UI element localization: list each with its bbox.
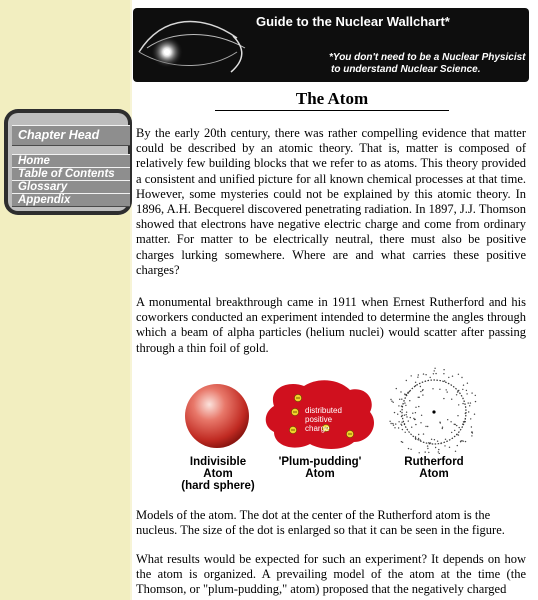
electron-speck <box>440 422 441 423</box>
page-title: The Atom <box>215 89 449 111</box>
electron-speck <box>475 401 476 402</box>
electron-speck <box>397 414 398 415</box>
electron-speck <box>456 394 457 395</box>
electron-speck <box>402 429 403 430</box>
electron-speck <box>420 422 421 423</box>
electron-speck <box>443 369 444 370</box>
electron-speck <box>406 416 407 417</box>
electron-speck <box>402 442 403 443</box>
electron-speck <box>459 427 460 428</box>
electron-speck <box>404 402 405 403</box>
electron-speck <box>418 406 419 407</box>
electron-speck <box>419 452 420 453</box>
electron-speck <box>471 431 472 432</box>
electron-speck <box>434 370 435 371</box>
electron-speck <box>435 373 436 374</box>
electron-speck <box>425 374 426 375</box>
electron-speck <box>454 424 455 425</box>
electron-speck <box>456 425 457 426</box>
electron-speck <box>471 392 472 393</box>
electron-speck <box>458 434 459 435</box>
electron-speck <box>462 389 463 390</box>
nucleus-dot <box>432 410 435 413</box>
banner-tagline-line2: to understand Nuclear Science. <box>331 64 481 75</box>
electron-speck <box>466 390 467 391</box>
electron-speck <box>393 425 394 426</box>
electron-speck <box>434 368 435 369</box>
electron-speck <box>447 391 448 392</box>
electron-speck <box>390 423 391 424</box>
electron-speck <box>443 373 444 374</box>
electron-speck <box>435 447 436 448</box>
electron-speck <box>405 405 406 406</box>
electron-speck <box>463 441 464 442</box>
electron-speck <box>432 388 433 389</box>
electron-speck <box>427 426 428 427</box>
electron-speck <box>458 404 459 405</box>
electron-speck <box>444 445 445 446</box>
electron-speck <box>470 402 471 403</box>
electron-speck <box>461 377 462 378</box>
electron-speck <box>418 438 419 439</box>
electron-speck <box>421 415 422 416</box>
electron-speck <box>448 377 449 378</box>
electron-speck <box>457 415 458 416</box>
electron-speck <box>452 376 453 377</box>
electron-speck <box>415 407 416 408</box>
caption-line: Atom <box>305 468 335 480</box>
electron-speck <box>415 412 416 413</box>
electron-speck <box>411 375 412 376</box>
electron-speck <box>468 411 469 412</box>
electron-speck <box>425 426 426 427</box>
electron-speck <box>393 402 394 403</box>
sidebar-item-label: Appendix <box>18 194 71 206</box>
electron-speck <box>425 451 426 452</box>
sidebar-chapter-head-label: Chapter Head <box>18 128 100 142</box>
electron-speck <box>392 423 393 424</box>
electron-speck <box>400 411 401 412</box>
electron-speck <box>438 451 439 452</box>
header-banner[interactable] <box>133 8 529 82</box>
caption-plum-pudding <box>268 456 372 480</box>
electron-speck <box>410 449 411 450</box>
electron-speck <box>396 388 397 389</box>
electron-speck <box>389 421 390 422</box>
divider <box>130 0 132 600</box>
electron-speck <box>401 425 402 426</box>
sidebar-item-label: Glossary <box>18 181 68 193</box>
electron-speck <box>442 428 443 429</box>
electron-speck <box>454 430 455 431</box>
rutherford-atom <box>389 368 476 454</box>
electron-speck <box>398 405 399 406</box>
electron-speck <box>470 418 471 419</box>
electron-speck <box>404 415 405 416</box>
electron-speck <box>450 421 451 422</box>
banner-tagline <box>329 52 525 76</box>
electron-speck <box>391 401 392 402</box>
electron-speck <box>420 391 421 392</box>
electron-speck <box>406 412 407 413</box>
electron-speck <box>415 424 416 425</box>
electron-speck <box>427 445 428 446</box>
electron-speck <box>462 403 463 404</box>
electron-speck <box>406 414 407 415</box>
caption-line: Atom <box>419 468 449 480</box>
sidebar-item-appendix[interactable] <box>12 193 130 207</box>
electron-speck <box>447 419 448 420</box>
sidebar-item-table-of-contents[interactable] <box>12 167 130 181</box>
electron-speck <box>475 395 476 396</box>
electron-speck <box>417 377 418 378</box>
electron-speck <box>449 447 450 448</box>
electron-speck <box>471 426 472 427</box>
electron-speck <box>420 386 421 387</box>
electron-speck <box>398 427 399 428</box>
electron-speck <box>471 435 472 436</box>
caption-line: 'Plum-pudding' <box>278 456 362 468</box>
caption-indivisible <box>170 456 266 492</box>
electron-speck <box>465 441 466 442</box>
electron-speck <box>427 448 428 449</box>
electron-speck <box>394 412 395 413</box>
sidebar-nav <box>4 109 132 215</box>
electron-speck <box>444 380 445 381</box>
hard-sphere-atom <box>185 384 249 448</box>
sidebar-item-home[interactable] <box>12 154 130 168</box>
electron-speck <box>442 427 443 428</box>
sidebar-item-glossary[interactable] <box>12 180 130 194</box>
electron-speck <box>438 449 439 450</box>
electron-speck <box>439 453 440 454</box>
caption-line: Rutherford <box>404 456 464 468</box>
electron-speck <box>411 427 412 428</box>
electron-speck <box>405 432 406 433</box>
electron-speck <box>434 439 435 440</box>
caption-line: Indivisible <box>189 456 247 468</box>
electron-speck <box>410 417 411 418</box>
electron-speck <box>423 433 424 434</box>
results-paragraph: What results would be expected for such an experiment? It depends on how the atom is organized. A prevailing model of the atom at the time (the Thomson, or "plum-pudding," atom) proposed that the negatively charged <box>136 552 526 597</box>
plum-label-3: charge <box>305 424 330 433</box>
electron-speck <box>451 399 452 400</box>
caption-line: Atom <box>203 468 233 480</box>
electron-speck <box>469 405 470 406</box>
electron-speck <box>399 399 400 400</box>
electron-speck <box>466 393 467 394</box>
rutherford-paragraph: A monumental breakthrough came in 1911 when Ernest Rutherford and his coworkers conducted an experiment intended to determine the angles through which a beam of alpha particles (helium nuclei) would scatter after passing through a thin foil of gold. <box>136 295 526 355</box>
electron-speck <box>412 413 413 414</box>
electron-speck <box>446 389 447 390</box>
electron-speck <box>423 373 424 374</box>
electron-speck <box>433 373 434 374</box>
electron-speck <box>455 451 456 452</box>
sidebar-chapter-head[interactable] <box>12 125 130 146</box>
electron-speck <box>401 422 402 423</box>
caption-line: (hard sphere) <box>181 480 255 492</box>
electron-speck <box>395 423 396 424</box>
sidebar-item-label: Home <box>18 155 50 167</box>
electron-speck <box>404 393 405 394</box>
electron-speck <box>437 441 438 442</box>
electron-speck <box>468 402 469 403</box>
atom-models-figure <box>170 366 500 496</box>
electron-speck <box>414 419 415 420</box>
electron-speck <box>451 432 452 433</box>
electron-speck <box>445 439 446 440</box>
electron-speck <box>406 380 407 381</box>
electron-speck <box>398 421 399 422</box>
electron-speck <box>431 439 432 440</box>
electron-speck <box>463 385 464 386</box>
electron-speck <box>439 389 440 390</box>
figure-caption-paragraph: Models of the atom. The dot at the center of the Rutherford atom is the nucleus. The size of the dot is enlarged so that it can be seen in the figure. <box>136 508 505 538</box>
electron-speck <box>418 374 419 375</box>
caption-rutherford <box>388 456 480 480</box>
electron-speck <box>408 448 409 449</box>
electron-speck <box>401 441 402 442</box>
electron-speck <box>443 398 444 399</box>
left-band <box>0 0 130 600</box>
electron-speck <box>394 427 395 428</box>
electron-speck <box>409 400 410 401</box>
electron-speck <box>460 441 461 442</box>
electron-speck <box>430 377 431 378</box>
electron-speck <box>422 394 423 395</box>
electron-speck <box>400 391 401 392</box>
electron-speck <box>408 420 409 421</box>
electron-speck <box>418 434 419 435</box>
electron-speck <box>418 397 419 398</box>
plum-label-2: positive <box>305 415 333 424</box>
sidebar-item-label: Table of Contents <box>18 168 115 180</box>
electron-speck <box>401 399 402 400</box>
atom-models-graphic <box>170 366 500 454</box>
electron-speck <box>474 414 475 415</box>
intro-paragraph: By the early 20th century, there was rather compelling evidence that matter could be described by an atomic theory. That is, matter is composed of relatively few building blocks that we refer to as atoms. This theory provided a consistent and unified picture for all known chemical processes at that time. However, some mysteries could not be explained by this atomic theory. In 1896, A.H. Becquerel discovered penetrating radiation. In 1897, J.J. Thomson showed that electrons have negative electric charge and come from ordinary matter. For matter to be electrically neutral, there must also be positive charges lurking somewhere. Where are and what carries these positive charges? <box>136 126 526 277</box>
electron-speck <box>467 383 468 384</box>
electron-speck <box>422 389 423 390</box>
electron-speck <box>458 374 459 375</box>
electron-speck <box>457 445 458 446</box>
banner-title: Guide to the Nuclear Wallchart* <box>256 14 450 29</box>
plum-label-1: distributed <box>305 406 342 415</box>
electron-speck <box>428 452 429 453</box>
banner-tagline-line1: *You don't need to be a Nuclear Physicist <box>329 52 526 63</box>
electron-speck <box>415 382 416 383</box>
electron-speck <box>390 399 391 400</box>
